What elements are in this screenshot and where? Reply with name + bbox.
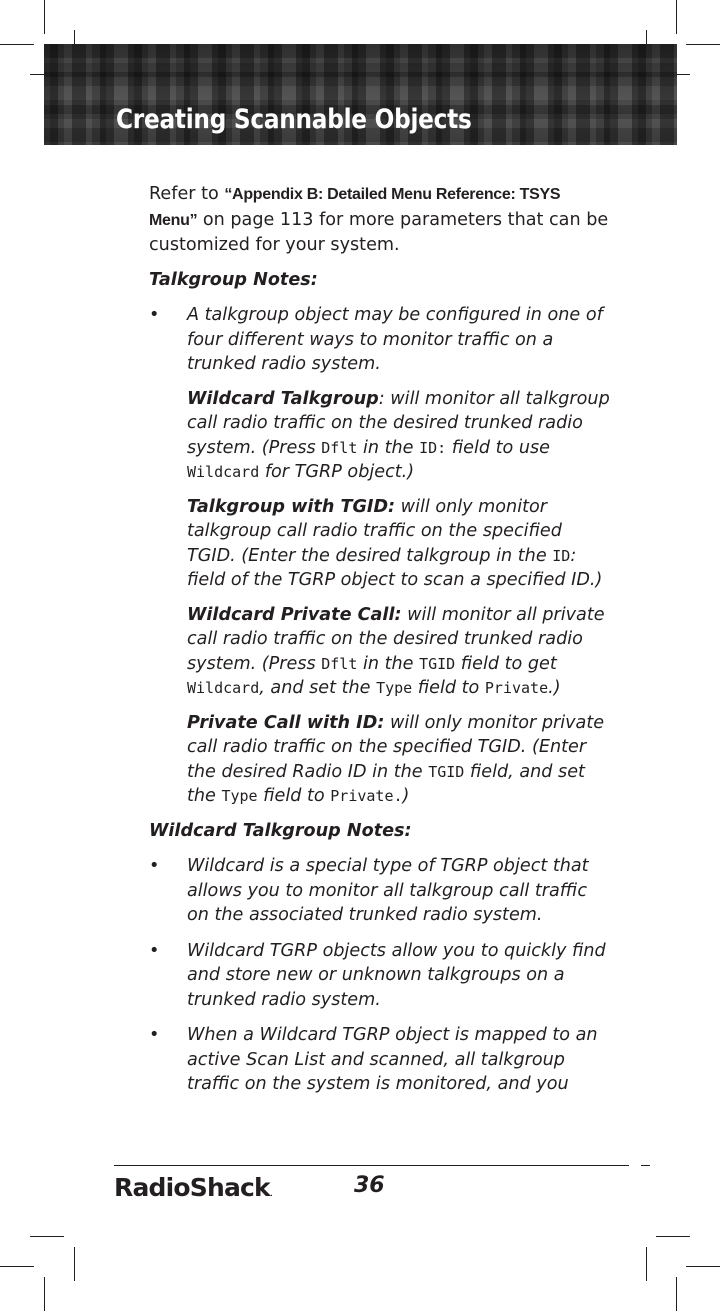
lcd-text: Private. bbox=[330, 787, 403, 805]
lcd-text: TGID bbox=[419, 654, 456, 673]
note-text: will monitor all private call radio traffic on the desired trunked radio system. (Press bbox=[187, 604, 605, 674]
bullet-icon: • bbox=[149, 1025, 160, 1045]
bullet-text: A talkgroup object may be configured in one of four different ways to monitor traffic on a trunked radio system. bbox=[187, 305, 603, 374]
page-content bbox=[149, 182, 611, 1097]
note-text: .) bbox=[548, 678, 561, 698]
note-text: field to use bbox=[446, 437, 550, 458]
note-text: field to get bbox=[455, 653, 557, 674]
footer-tick bbox=[641, 1165, 650, 1166]
note-text: will only monitor private call radio traffic on the specified TGID. (Enter the desired Radio ID in the bbox=[187, 712, 605, 782]
bullet-icon: • bbox=[149, 940, 160, 961]
crop-mark bbox=[0, 44, 34, 45]
bullet-icon: • bbox=[149, 305, 160, 325]
page-title: Creating Scannable Objects bbox=[116, 104, 472, 135]
lcd-text: Type bbox=[221, 787, 258, 805]
logo-mark: . bbox=[269, 1188, 274, 1199]
wildcard-talkgroup-note bbox=[149, 387, 611, 485]
radioshack-logo bbox=[114, 1173, 273, 1202]
note-text: ) bbox=[402, 786, 410, 806]
lcd-text: Dflt bbox=[321, 654, 358, 673]
bullet-text: Wildcard TGRP objects allow you to quickly find and store new or unknown talkgroups on a trunked radio system. bbox=[187, 940, 606, 1010]
crop-mark bbox=[74, 1247, 75, 1281]
note-label: Wildcard Talkgroup bbox=[187, 388, 379, 409]
note-text: for TGRP object.) bbox=[259, 462, 415, 482]
crop-mark bbox=[676, 1277, 677, 1311]
crop-mark bbox=[646, 1247, 647, 1281]
lcd-text: Dflt bbox=[321, 438, 358, 457]
note-text: field, and set the bbox=[187, 761, 585, 806]
intro-paragraph bbox=[149, 182, 611, 258]
crop-mark bbox=[44, 0, 45, 34]
talkgroup-with-tgid-note bbox=[149, 495, 611, 593]
page-number: 36 bbox=[354, 1173, 385, 1198]
intro-prefix: Refer to bbox=[149, 184, 225, 204]
bullet-icon: • bbox=[149, 856, 160, 876]
note-text: in the bbox=[357, 653, 420, 674]
private-call-with-id-note bbox=[149, 711, 611, 809]
lcd-text: ID: bbox=[419, 438, 447, 457]
crop-mark bbox=[676, 0, 677, 34]
list-item bbox=[149, 303, 611, 377]
list-item bbox=[149, 939, 611, 1013]
list-item bbox=[149, 1023, 611, 1097]
talkgroup-notes-heading: Talkgroup Notes: bbox=[149, 269, 318, 290]
note-text: in the bbox=[357, 437, 420, 458]
crop-mark bbox=[44, 1277, 45, 1311]
note-text: : will monitor all talkgroup call radio traffic on the desired trunked radio system. (Press bbox=[187, 388, 610, 458]
note-text: will only monitor talkgroup call radio traffic on the specified TGID. (Enter the desired talkgroup in the bbox=[187, 496, 562, 566]
lcd-text: Wildcard bbox=[187, 463, 260, 481]
crop-mark bbox=[686, 1266, 720, 1267]
note-label: Talkgroup with TGID: bbox=[187, 496, 396, 517]
appendix-reference: “Appendix B: Detailed Menu Reference: TSYS bbox=[224, 186, 561, 203]
crop-mark bbox=[686, 44, 720, 45]
bullet-text: Wildcard is a special type of TGRP object that allows you to monitor all talkgroup call traffic on the associated trunked radio system. bbox=[187, 856, 589, 925]
appendix-reference-cont: Menu” bbox=[149, 211, 198, 229]
wildcard-private-call-note bbox=[149, 603, 611, 701]
crop-mark bbox=[656, 1236, 690, 1237]
lcd-text: Private bbox=[484, 679, 549, 697]
lcd-text: Type bbox=[376, 679, 413, 697]
note-text: field to bbox=[257, 786, 331, 806]
note-label: Private Call with ID: bbox=[187, 712, 385, 733]
footer-divider bbox=[114, 1165, 629, 1166]
wildcard-notes-heading: Wildcard Talkgroup Notes: bbox=[149, 820, 412, 841]
note-text: : field of the TGRP object to scan a specified ID.) bbox=[187, 545, 603, 590]
crop-mark bbox=[30, 1236, 64, 1237]
note-label: Wildcard Private Call: bbox=[187, 604, 402, 625]
bullet-text: When a Wildcard TGRP object is mapped to an active Scan List and scanned, all talkgroup traffic on the system is monitored, and you bbox=[187, 1025, 598, 1094]
intro-suffix: on page 113 for more parameters that can be customized for your system. bbox=[149, 209, 609, 255]
note-text: , and set the bbox=[259, 678, 377, 698]
logo-text: RadioShack bbox=[114, 1173, 270, 1202]
lcd-text: Wildcard bbox=[187, 679, 260, 697]
lcd-text: ID bbox=[552, 546, 571, 565]
crop-mark bbox=[0, 1266, 34, 1267]
list-item bbox=[149, 854, 611, 928]
lcd-text: TGID bbox=[428, 762, 465, 781]
note-text: field to bbox=[412, 678, 485, 698]
